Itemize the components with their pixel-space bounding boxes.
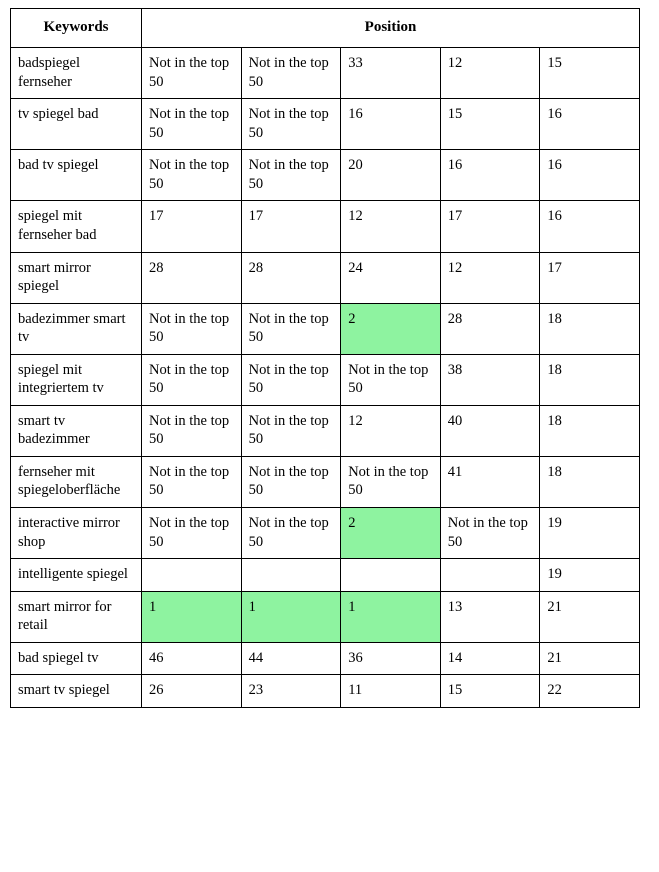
position-cell: 16 [440, 150, 540, 201]
keyword-cell: smart mirror for retail [11, 591, 142, 642]
table-row [11, 354, 640, 405]
keyword-cell: interactive mirror shop [11, 508, 142, 559]
position-cell: Not in the top 50 [142, 48, 242, 99]
position-cell: 28 [440, 303, 540, 354]
position-cell: Not in the top 50 [241, 405, 341, 456]
keyword-cell: bad spiegel tv [11, 642, 142, 675]
position-cell: 18 [540, 456, 640, 507]
position-cell: 17 [540, 252, 640, 303]
position-cell: 36 [341, 642, 441, 675]
position-cell: 15 [540, 48, 640, 99]
position-cell: 17 [440, 201, 540, 252]
position-cell: 17 [142, 201, 242, 252]
position-cell: 12 [341, 201, 441, 252]
position-cell: 15 [440, 99, 540, 150]
position-cell: 12 [440, 48, 540, 99]
position-cell [341, 559, 441, 592]
position-cell: 15 [440, 675, 540, 708]
keyword-cell: fernseher mit spiegeloberfläche [11, 456, 142, 507]
keyword-cell: smart mirror spiegel [11, 252, 142, 303]
position-cell: Not in the top 50 [241, 150, 341, 201]
table-row [11, 591, 640, 642]
position-cell: 18 [540, 354, 640, 405]
position-cell [241, 559, 341, 592]
keyword-cell: intelligente spiegel [11, 559, 142, 592]
table-row [11, 675, 640, 708]
position-cell: Not in the top 50 [241, 456, 341, 507]
position-cell: 16 [540, 201, 640, 252]
position-cell-highlighted: 1 [142, 591, 242, 642]
position-cell: 12 [440, 252, 540, 303]
keyword-cell: badspiegel fernseher [11, 48, 142, 99]
column-header-keywords: Keywords [11, 9, 142, 48]
position-cell-highlighted: 2 [341, 508, 441, 559]
position-cell: Not in the top 50 [341, 354, 441, 405]
position-cell: 16 [540, 150, 640, 201]
position-cell: 16 [540, 99, 640, 150]
position-cell: 20 [341, 150, 441, 201]
position-cell: Not in the top 50 [440, 508, 540, 559]
position-cell: Not in the top 50 [142, 150, 242, 201]
position-cell: 40 [440, 405, 540, 456]
keyword-cell: spiegel mit fernseher bad [11, 201, 142, 252]
keyword-cell: smart tv badezimmer [11, 405, 142, 456]
table-row [11, 201, 640, 252]
position-cell: 19 [540, 559, 640, 592]
table-row [11, 508, 640, 559]
table-row [11, 642, 640, 675]
position-cell: Not in the top 50 [241, 99, 341, 150]
keyword-cell: spiegel mit integriertem tv [11, 354, 142, 405]
position-cell: 18 [540, 405, 640, 456]
position-cell: 33 [341, 48, 441, 99]
position-cell: Not in the top 50 [241, 303, 341, 354]
position-cell: 21 [540, 642, 640, 675]
position-cell-highlighted: 2 [341, 303, 441, 354]
keyword-cell: tv spiegel bad [11, 99, 142, 150]
position-cell: 12 [341, 405, 441, 456]
position-cell: Not in the top 50 [241, 508, 341, 559]
position-cell [142, 559, 242, 592]
keyword-position-table [10, 8, 640, 708]
position-cell: 28 [241, 252, 341, 303]
position-cell: 23 [241, 675, 341, 708]
position-cell: 24 [341, 252, 441, 303]
position-cell: Not in the top 50 [241, 48, 341, 99]
position-cell: Not in the top 50 [241, 354, 341, 405]
position-cell: Not in the top 50 [142, 508, 242, 559]
table-row [11, 99, 640, 150]
position-cell: Not in the top 50 [142, 405, 242, 456]
table-row [11, 48, 640, 99]
position-cell: 46 [142, 642, 242, 675]
position-cell: 26 [142, 675, 242, 708]
position-cell: Not in the top 50 [142, 99, 242, 150]
table-row [11, 150, 640, 201]
position-cell-highlighted: 1 [241, 591, 341, 642]
table-row [11, 559, 640, 592]
table-body [11, 48, 640, 708]
position-cell: 41 [440, 456, 540, 507]
keyword-cell: smart tv spiegel [11, 675, 142, 708]
position-cell: Not in the top 50 [142, 456, 242, 507]
table-row [11, 456, 640, 507]
position-cell: Not in the top 50 [341, 456, 441, 507]
position-cell-highlighted: 1 [341, 591, 441, 642]
position-cell: Not in the top 50 [142, 303, 242, 354]
keyword-cell: badezimmer smart tv [11, 303, 142, 354]
table-header [11, 9, 640, 48]
table-header-row [11, 9, 640, 48]
keyword-cell: bad tv spiegel [11, 150, 142, 201]
position-cell: 16 [341, 99, 441, 150]
position-cell [440, 559, 540, 592]
table-row [11, 252, 640, 303]
position-cell: 14 [440, 642, 540, 675]
position-cell: 19 [540, 508, 640, 559]
position-cell: 17 [241, 201, 341, 252]
position-cell: 22 [540, 675, 640, 708]
position-cell: 38 [440, 354, 540, 405]
column-header-position: Position [142, 9, 640, 48]
position-cell: 13 [440, 591, 540, 642]
position-cell: 21 [540, 591, 640, 642]
position-cell: 18 [540, 303, 640, 354]
position-cell: Not in the top 50 [142, 354, 242, 405]
table-row [11, 303, 640, 354]
position-cell: 11 [341, 675, 441, 708]
table-row [11, 405, 640, 456]
position-cell: 44 [241, 642, 341, 675]
position-cell: 28 [142, 252, 242, 303]
